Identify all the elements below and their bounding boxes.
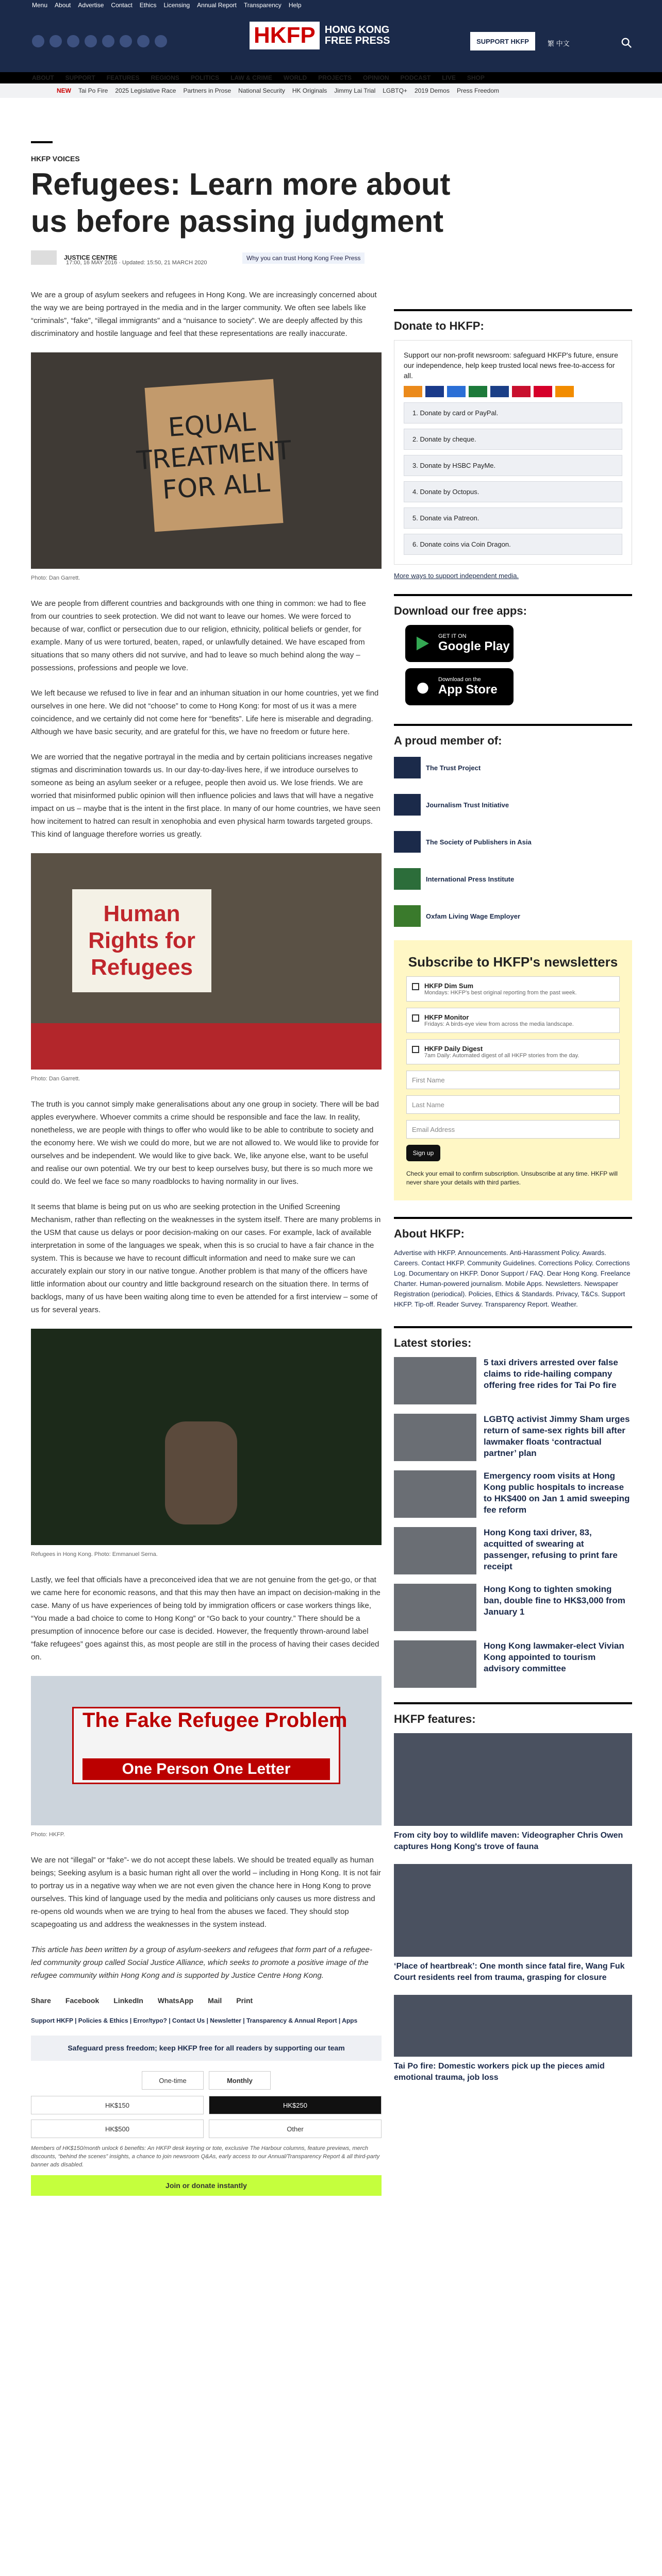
threads-icon[interactable] — [102, 35, 114, 47]
trending-item[interactable]: Partners in Prose — [183, 87, 231, 94]
paragraph: We left because we refused to live in fear and an inhuman situation in our home countries, yet we find ourselves in one here. We did not “choose” to come to Hong Kong: for most of us it was a mere coincidence, and we certainly did not come here for “benefits”. Life here is miserable and degrading. Although we have basic security, and are grateful for this, we have no freedom or future here. — [31, 689, 379, 736]
google-play-small: GET IT ON — [438, 633, 467, 639]
donate-option[interactable]: 4. Donate by Octopus. — [404, 481, 622, 502]
trending-bar — [0, 83, 662, 98]
story-title[interactable]: 5 taxi drivers arrested over false claims to ride-hailing company offering free rides for Tai Po fire — [484, 1358, 618, 1390]
nav-item[interactable]: SUPPORT — [65, 74, 95, 81]
story-title[interactable]: Hong Kong lawmaker-elect Vivian Kong appointed to tourism advisory committee — [484, 1641, 624, 1673]
story-item[interactable] — [394, 1470, 632, 1518]
share-mail[interactable]: Mail — [208, 1996, 222, 2005]
story-thumbnail[interactable] — [394, 1357, 476, 1404]
donate-option[interactable]: 6. Donate coins via Coin Dragon. — [404, 534, 622, 555]
ethics-link[interactable]: Ethics — [139, 2, 157, 9]
banner-headline: The Fake Refugee Problem — [82, 1709, 347, 1732]
latest-heading: Latest stories: — [394, 1326, 632, 1350]
feature-image[interactable] — [394, 1733, 632, 1826]
nav-item[interactable]: SHOP — [467, 74, 485, 81]
paragraph: We are worried that the negative portrayal in the media and by certain politicians increases negative stigmas and discrimination towards us. In our day-to-day-lives here, if we introduce ourselves to someone as being an asylum seeker or a refugee, people then avoid us. We lose friends. We are worried that misinformed public opinion will then influence policies and laws that will have a negative impact on us – maybe that is the intent in the first place. In many of our home countries, we have seen how incitement to hatred can result in xenophobia and even physical harm towards targeted groups. This kind of language therefore worries us greatly. — [31, 753, 380, 839]
article-image — [31, 352, 382, 569]
donate-option[interactable]: 5. Donate via Patreon. — [404, 507, 622, 529]
nav-item[interactable]: PROJECTS — [318, 74, 352, 81]
google-play-badge[interactable] — [405, 625, 514, 662]
image-caption: Photo: Dan Garrett. — [31, 1076, 80, 1082]
apps-heading: Download our free apps: — [394, 594, 632, 618]
nav-item[interactable]: REGIONS — [151, 74, 179, 81]
google-play-label: Google Play — [438, 639, 510, 653]
newsletter-option[interactable]: HKFP Dim Sum Mondays: HKFP's best original reporting from the past week. — [406, 976, 620, 1002]
article-dates: 17:00, 16 MAY 2016 · Updated: 15:50, 21 MARCH 2020 — [66, 260, 207, 266]
story-thumbnail[interactable] — [394, 1470, 476, 1518]
protest-sign: EQUAL TREATMENT FOR ALL — [145, 379, 284, 532]
story-item[interactable] — [394, 1357, 632, 1404]
story-item[interactable] — [394, 1414, 632, 1461]
linkedin-icon[interactable] — [120, 35, 132, 47]
paypal-icon — [490, 386, 509, 397]
trust-link[interactable]: Why you can trust Hong Kong Free Press — [242, 252, 365, 264]
join-button[interactable]: Join or donate instantly — [31, 2175, 382, 2196]
help-link[interactable]: Help — [288, 2, 302, 9]
feature-title[interactable]: Tai Po fire: Domestic workers pick up the pieces amid emotional trauma, job loss — [394, 2062, 605, 2082]
newsletter-option[interactable]: HKFP Daily Digest 7am Daily: Automated digest of all HKFP stories from the day. — [406, 1039, 620, 1064]
unionpay-icon — [512, 386, 531, 397]
kicker-rule — [31, 141, 53, 143]
feature-image[interactable] — [394, 1995, 632, 2057]
apple-icon — [415, 679, 431, 695]
last-name-input[interactable]: Last Name — [406, 1095, 620, 1114]
paragraph: Lastly, we feel that officials have a preconceived idea that we are not genuine from the get-go, or that we came here for economic reasons, and that this may then have an impact on decision-making in the case. Many of us have experiences of being told by immigration officers or case workers things like, “You made a bad choice to come to Hong Kong” or “Go back to your country.” There should be a presumption of innocence before our case is decided. However, the frequently thrown-around label “fake refugees” goes against this, as most people are still in the process of having their cases decided on. — [31, 1575, 380, 1662]
partner-logo[interactable]: Oxfam Living Wage Employer — [394, 903, 632, 929]
nav-item[interactable]: OPINION — [362, 74, 389, 81]
telegram-icon[interactable] — [137, 35, 150, 47]
protest-sign: Human Rights for Refugees — [72, 889, 211, 992]
story-title[interactable]: Hong Kong taxi driver, 83, acquitted of swearing at passenger, refusing to print fare receipt — [484, 1528, 618, 1571]
main-nav — [0, 72, 662, 83]
checkbox[interactable] — [412, 1014, 419, 1022]
newsletter-heading: Subscribe to HKFP's newsletters — [408, 954, 618, 970]
article-title: Refugees: Learn more about us before passing judgment — [31, 167, 451, 239]
email-input[interactable]: Email Address — [406, 1120, 620, 1139]
author-name[interactable]: JUSTICE CENTRE — [64, 254, 118, 261]
app-store-label: App Store — [438, 683, 498, 697]
signup-button[interactable]: Sign up — [406, 1145, 440, 1161]
share-label: Share — [31, 1996, 51, 2005]
donate-once-tab[interactable]: One-time — [142, 2071, 204, 2090]
trending-item[interactable]: HK Originals — [292, 87, 327, 94]
site-logo[interactable] — [250, 18, 412, 54]
story-item[interactable] — [394, 1584, 632, 1631]
partner-logo[interactable]: The Trust Project — [394, 755, 632, 781]
search-icon[interactable] — [621, 37, 632, 48]
story-title[interactable]: LGBTQ activist Jimmy Sham urges return of same-sex rights bill after lawmaker floats ‘contractual partner’ plan — [484, 1414, 630, 1458]
partner-logo[interactable]: International Press Institute — [394, 866, 632, 892]
about-links[interactable]: Advertise with HKFP. Announcements. Anti-Harassment Policy. Awards. Careers. Contact HKFP. Community Guidelines. Corrections Policy. Corrections Log. Documentary on HKFP. Donor Support / FAQ. Dear Hong Kong. Freelance Charter. Human-powered journalism. Mobile Apps. Newsletters. Newspaper Registration (periodical). Policies, Ethics & Standards. Privacy, T&Cs. Support HKFP. Tip-off. Reader Survey. Transparency Report. Weather. — [394, 1249, 631, 1308]
image-caption: Refugees in Hong Kong. Photo: Emmanuel Serna. — [31, 1551, 158, 1557]
newsletter-note: Check your email to confirm subscription. Unsubscribe at any time. HKFP will never share your details with third parties. — [406, 1170, 618, 1186]
image-caption: Photo: HKFP. — [31, 1832, 65, 1838]
share-facebook[interactable]: Facebook — [65, 1996, 100, 2005]
licensing-link[interactable]: Licensing — [163, 2, 190, 9]
story-thumbnail[interactable] — [394, 1584, 476, 1631]
story-title[interactable]: Hong Kong to tighten smoking ban, double fine to HK$3,000 from January 1 — [484, 1584, 625, 1617]
visa-icon — [425, 386, 444, 397]
payment-icons — [404, 386, 622, 397]
site-header — [0, 0, 662, 82]
article-body — [31, 289, 382, 2196]
amount-option-selected[interactable]: HK$250 — [209, 2096, 382, 2114]
first-name-input[interactable]: First Name — [406, 1071, 620, 1089]
amex-icon — [447, 386, 466, 397]
donate-option[interactable]: 1. Donate by card or PayPal. — [404, 402, 622, 423]
trending-item[interactable]: National Security — [238, 87, 285, 94]
footer-links[interactable]: Support HKFP | Policies & Ethics | Error/typo? | Contact Us | Newsletter | Transparency & Annual Report | Apps — [31, 2017, 358, 2024]
newsletter-box — [394, 940, 632, 1200]
trending-item[interactable]: 2019 Demos — [414, 87, 450, 94]
jcb-icon — [469, 386, 487, 397]
checkbox[interactable] — [412, 983, 419, 990]
paragraph: We are a group of asylum seekers and refugees in Hong Kong. We are increasingly concerned about the way we are being portrayed in the media and in the larger community. We often see labels like “criminals”, “fake”, “illegal immigrants” and a “nuisance to society”. We are deeply affected by this discriminatory and hostile language and feel that these representations are really inaccurate. — [31, 291, 377, 338]
donate-option[interactable]: 2. Donate by cheque. — [404, 429, 622, 450]
trending-item[interactable]: Tai Po Fire — [78, 87, 108, 94]
amount-option[interactable]: HK$500 — [31, 2120, 204, 2138]
app-store-badge[interactable] — [405, 668, 514, 705]
logo-mark: HKFP — [250, 22, 320, 49]
more-ways-link[interactable]: More ways to support independent media. — [394, 572, 519, 580]
trending-item[interactable]: Jimmy Lai Trial — [334, 87, 376, 94]
trending-item[interactable]: LGBTQ+ — [383, 87, 407, 94]
support-bar[interactable]: Safeguard press freedom; keep HKFP free for all readers by supporting our team — [31, 2036, 382, 2061]
top-utility-bar — [0, 0, 662, 10]
nav-item[interactable]: POLITICS — [190, 74, 220, 81]
paragraph: The truth is you cannot simply make generalisations about any one group in society. There will be bad apples everywhere. Whoever commits a crime should be responsible and face the law. In reality, nonetheless, we are people with things to offer who would like to be able to contribute to society and the economy here. We wish we could do more, but we are not allowed to. We would like to provide for ourselves and be independent. We would like to give back. We, like anyone else, want to be useful and realise our own potential. We try our best to keep ourselves busy, but there is so much more we could do. We feel we face so many roadblocks to having normality in our lives. — [31, 1100, 379, 1186]
octopus-icon — [555, 386, 574, 397]
google-play-icon — [415, 635, 431, 652]
mastercard-icon — [404, 386, 422, 397]
partner-logo[interactable]: The Society of Publishers in Asia — [394, 829, 632, 855]
x-icon[interactable] — [49, 35, 62, 47]
feature-image[interactable] — [394, 1864, 632, 1957]
feature-title[interactable]: ‘Place of heartbreak’: One month since fatal fire, Wang Fuk Court residents reel from trauma, grasping for closure — [394, 1962, 625, 1982]
youtube-icon[interactable] — [85, 35, 97, 47]
amount-option-other[interactable]: Other — [209, 2120, 382, 2138]
donate-monthly-tab[interactable]: Monthly — [209, 2071, 271, 2090]
article-kicker[interactable]: HKFP VOICES — [31, 155, 80, 163]
nav-item[interactable]: PODCAST — [400, 74, 431, 81]
support-hkfp-button[interactable]: SUPPORT HKFP — [470, 32, 535, 50]
image-caption: Photo: Dan Garrett. — [31, 575, 80, 581]
partner-logo[interactable]: Journalism Trust Initiative — [394, 792, 632, 818]
share-linkedin[interactable]: LinkedIn — [113, 1996, 143, 2005]
checkbox[interactable] — [412, 1046, 419, 1053]
share-whatsapp[interactable]: WhatsApp — [157, 1996, 194, 2005]
author-note: This article has been written by a group of asylum-seekers and refugees that form part of a refugee-led community group called Social Justice Alliance, which seeks to promote a positive image of the refugee community within Hong Kong and is supported by Justice Centre Hong Kong. — [31, 1945, 373, 1980]
author-avatar — [31, 250, 57, 265]
membership-note: Members of HK$150/month unlock 6 benefits: An HKFP desk keyring or tote, exclusive The Harbour columns, feature previews, merch discounts, “behind the scenes” insights, a chance to join newsroom Q&As, early access to our Annual/Transparency Report & all third-party banner ads disabled. — [31, 2145, 380, 2168]
advertise-link[interactable]: Advertise — [78, 2, 104, 9]
paragraph: It seems that blame is being put on us who are seeking protection in the Unified Screening Mechanism, rather than reflecting on the weaknesses in the system itself. There are many problems in the USM that cause us delays or poor decision-making on our cases. For example, lack of available interpretation in some of the languages we speak, when this is so crucial to have a fair chance in the system. This is because we have to recount difficult information and need to make sure we can accurately explain our story in our native tongue. Another problem is that many of the officers have little information about our country and little background research on the situation there. In terms of backlogs, many of us have been waiting along time to even be attended for a first interview – some of us for several years. — [31, 1202, 381, 1314]
sidebar — [394, 309, 632, 2095]
logo-text: HONG KONG FREE PRESS — [324, 24, 390, 46]
paragraph: We are not “illegal” or “fake”- we do not accept these labels. We should be treated equally as human beings; Seeking asylum is a basic human right all over the world – including in Hong Kong. It is not fair to portray us in a negative way when we are not even given the chance here in Hong Kong to prove ourselves. This kind of language used by the media and politicians only causes us more distress and re-opens old wounds when we are trying to heal from the abuses we faced. They should stop scapegoating us and address the weaknesses in the system instead. — [31, 1856, 381, 1929]
annual-report-link[interactable]: Annual Report — [197, 2, 237, 9]
app-store-small: Download on the — [438, 676, 481, 683]
donate-box — [394, 340, 632, 565]
article-image — [31, 1329, 382, 1545]
banner-slogan: One Person One Letter — [82, 1758, 330, 1780]
share-print[interactable]: Print — [236, 1996, 253, 2005]
nav-item[interactable]: FEATURES — [106, 74, 140, 81]
donate-option[interactable]: 3. Donate by HSBC PayMe. — [404, 455, 622, 476]
payme-icon — [534, 386, 552, 397]
contact-link[interactable]: Contact — [111, 2, 133, 9]
nav-item[interactable]: WORLD — [283, 74, 307, 81]
story-thumbnail[interactable] — [394, 1640, 476, 1688]
trending-label: NEW — [57, 87, 71, 94]
article-image — [31, 853, 382, 1070]
feature-title[interactable]: From city boy to wildlife maven: Videographer Chris Owen captures Hong Kong's trove of fauna — [394, 1831, 623, 1851]
paragraph: We are people from different countries and backgrounds with one thing in common: we had to flee from our countries to seek protection. We did not want to leave our homes. We were forced to because of war, conflict or persecution due to our religion, ethnicity, political beliefs or gender, for example. Many of us were tortured, beaten, raped, or unlawfully detained. We have escaped from situations that so many others did not survive, and had to leave so much behind along the way – possessions, professions and people we love. — [31, 599, 366, 672]
trending-item[interactable]: 2025 Legislative Race — [115, 87, 176, 94]
story-thumbnail[interactable] — [394, 1414, 476, 1461]
instagram-icon[interactable] — [67, 35, 79, 47]
features-heading: HKFP features: — [394, 1702, 632, 1726]
share-bar — [31, 1994, 382, 2007]
transparency-link[interactable]: Transparency — [243, 2, 282, 9]
amount-option[interactable]: HK$150 — [31, 2096, 204, 2114]
story-item[interactable] — [394, 1640, 632, 1688]
story-title[interactable]: Emergency room visits at Hong Kong public hospitals to increase to HK$400 on Jan 1 amid sweeping fee reform — [484, 1471, 630, 1515]
menu-link[interactable]: Menu — [32, 2, 48, 9]
about-heading: About HKFP: — [394, 1217, 632, 1241]
trending-item[interactable]: Press Freedom — [456, 87, 500, 94]
nav-item[interactable]: LIVE — [442, 74, 456, 81]
member-heading: A proud member of: — [394, 724, 632, 748]
donate-heading: Donate to HKFP: — [394, 309, 632, 333]
about-link[interactable]: About — [55, 2, 71, 9]
facebook-icon[interactable] — [32, 35, 44, 47]
story-item[interactable] — [394, 1527, 632, 1574]
language-switch[interactable]: 繁 中文 — [548, 40, 570, 47]
social-links — [32, 35, 167, 47]
nav-item[interactable]: ABOUT — [32, 74, 54, 81]
story-thumbnail[interactable] — [394, 1527, 476, 1574]
donate-intro[interactable]: Support our non-profit newsroom: safeguard HKFP's future, ensure our independence, help keep trusted local news free-to-access for all. — [404, 351, 618, 380]
nav-item[interactable]: LAW & CRIME — [230, 74, 272, 81]
article-image — [31, 1676, 382, 1825]
newsletter-option[interactable]: HKFP Monitor Fridays: A birds-eye view from across the media landscape. — [406, 1008, 620, 1033]
rss-icon[interactable] — [155, 35, 167, 47]
